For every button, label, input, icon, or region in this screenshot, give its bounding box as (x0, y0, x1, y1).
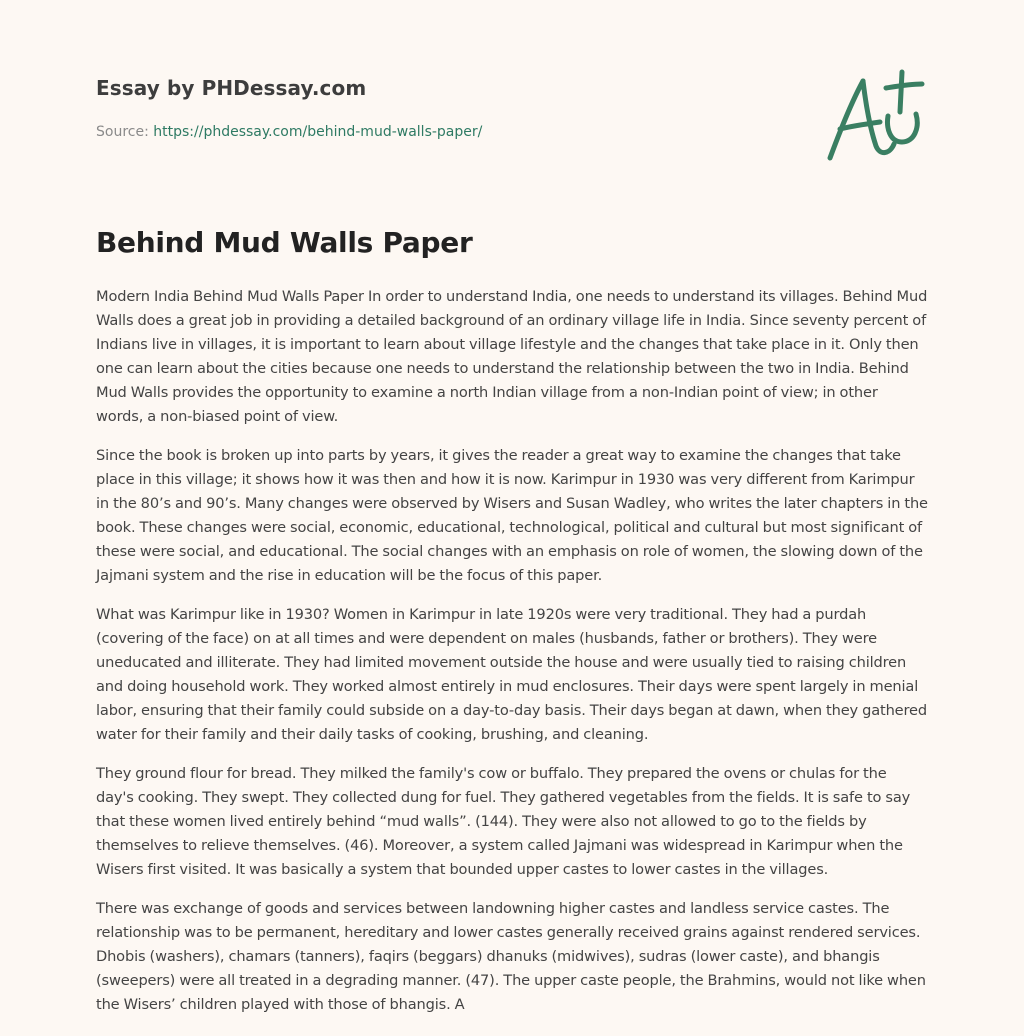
essay-paragraph: Modern India Behind Mud Walls Paper In order to understand India, one needs to understand its villages. Behind Mud Walls does a great job in providing a detailed background of an ordinary village life in India. Since seventy percent of Indians live in villages, it is important to learn about village lifestyle and the changes that take place in it. Only then one can learn about the cities because one needs to understand the relationship between the two in India. Behind Mud Walls provides the opportunity to examine a north Indian village from a non-Indian point of view; in other words, a non-biased point of view. (96, 288, 928, 425)
source-link[interactable]: https://phdessay.com/behind-mud-walls-paper/ (153, 124, 483, 140)
a-plus-logo-icon (820, 66, 930, 166)
essay-paragraph: Since the book is broken up into parts by years, it gives the reader a great way to examine the changes that take place in this village; it shows how it was then and how it is now. Karimpur in 1930 was very different from Karimpur in the 80’s and 90’s. Many changes were observed by Wisers and Susan Wadley, who writes the later chapters in the book. These changes were social, economic, educational, technological, political and cultural but most significant of these were social, and educational. The social changes with an emphasis on role of women, the slowing down of the Jajmani system and the rise in education will be the focus of this paper. (96, 447, 928, 584)
essay-paragraph: What was Karimpur like in 1930? Women in Karimpur in late 1920s were very traditional. They had a purdah (covering of the face) on at all times and were dependent on males (husbands, father or brothers). They were uneducated and illiterate. They had limited movement outside the house and were usually tied to raising children and doing household work. They worked almost entirely in mud enclosures. Their days were spent largely in menial labor, ensuring that their family could subside on a day-to-day basis. Their days began at dawn, when they gathered water for their family and their daily tasks of cooking, brushing, and cleaning. (96, 606, 927, 743)
essay-body (96, 285, 928, 1032)
essay-paragraph: There was exchange of goods and services between landowning higher castes and landless service castes. The relationship was to be permanent, hereditary and lower castes generally received grains against rendered services. Dhobis (washers), chamars (tanners), faqirs (beggars) dhanuks (midwives), sudras (lower caste), and bhangis (sweepers) were all treated in a degrading manner. (47). The upper caste people, the Brahmins, would not like when the Wisers’ children played with those of bhangis. A (96, 900, 926, 1013)
site-title: Essay by PHDessay.com (96, 76, 367, 100)
source-label: Source: (96, 124, 149, 140)
essay-title: Behind Mud Walls Paper (96, 226, 473, 259)
source-line (96, 124, 482, 140)
essay-paragraph: They ground flour for bread. They milked the family's cow or buffalo. They prepared the ovens or chulas for the day's cooking. They swept. They collected dung for fuel. They gathered vegetables from the fields. It is safe to say that these women lived entirely behind “mud walls”. (144). They were also not allowed to go to the fields by themselves to relieve themselves. (46). Moreover, a system called Jajmani was widespread in Karimpur when the Wisers first visited. It was basically a system that bounded upper castes to lower castes in the villages. (96, 765, 911, 878)
